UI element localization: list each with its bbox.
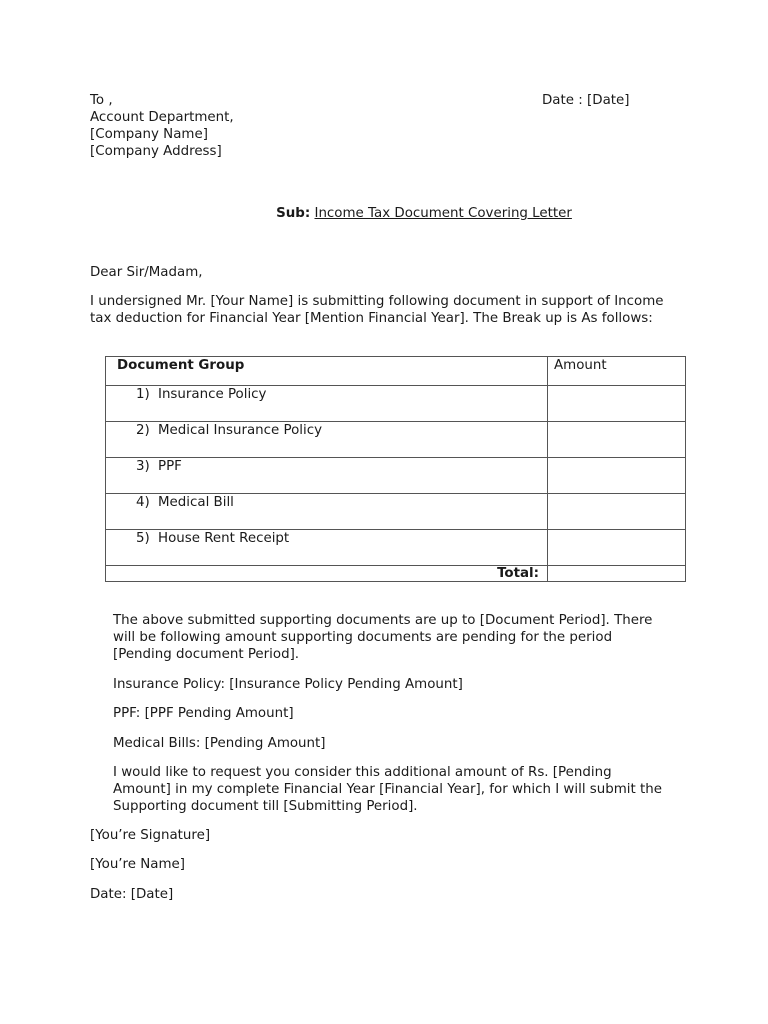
- table-total-row: [106, 566, 686, 582]
- request-paragraph: I would like to request you consider this additional amount of Rs. [Pending Amount] in my complete Financial Year [Financial Year], for which I will submit the Supporting document till [Submitting Period].: [113, 765, 663, 814]
- subject-text: Income Tax Document Covering Letter: [314, 206, 572, 221]
- row-number: 2): [136, 423, 150, 438]
- row-number: 4): [136, 495, 150, 510]
- recipient-line: [Company Address]: [90, 144, 222, 159]
- document-table: [105, 356, 686, 582]
- insurance-pending-line: Insurance Policy: [Insurance Policy Pending Amount]: [113, 677, 463, 692]
- medical-pending-line: Medical Bills: [Pending Amount]: [113, 736, 326, 751]
- table-row: [106, 494, 686, 530]
- signature-placeholder: [You’re Signature]: [90, 828, 211, 843]
- table-row: [106, 530, 686, 566]
- table-row: [106, 386, 686, 422]
- subject-line: [0, 205, 768, 222]
- pending-period-paragraph: The above submitted supporting documents are up to [Document Period]. There will be following amount supporting documents are pending for the period [Pending document Period].: [113, 613, 653, 662]
- recipient-line: [Company Name]: [90, 127, 208, 142]
- total-label: Total:: [106, 566, 548, 582]
- closing-date: Date: [Date]: [90, 887, 174, 902]
- letter-date: Date : [Date]: [542, 93, 630, 108]
- document-cell: [106, 386, 548, 422]
- recipient-line: Account Department,: [90, 110, 234, 125]
- document-label: Medical Bill: [158, 495, 234, 510]
- table-row: [106, 422, 686, 458]
- document-cell: [106, 494, 548, 530]
- table-row: [106, 458, 686, 494]
- document-label: Medical Insurance Policy: [158, 423, 323, 438]
- table-header-row: [106, 357, 686, 386]
- amount-cell: [548, 386, 686, 422]
- salutation: Dear Sir/Madam,: [90, 265, 203, 280]
- row-number: 5): [136, 531, 150, 546]
- document-label: PPF: [158, 459, 182, 474]
- document-cell: [106, 458, 548, 494]
- document-cell: [106, 530, 548, 566]
- total-value: [548, 566, 686, 582]
- to-line: To ,: [90, 93, 113, 108]
- document-cell: [106, 422, 548, 458]
- document-label: Insurance Policy: [158, 387, 267, 402]
- amount-cell: [548, 530, 686, 566]
- subject-label: Sub:: [276, 206, 311, 221]
- recipient-address: [90, 92, 234, 160]
- amount-cell: [548, 494, 686, 530]
- row-number: 3): [136, 459, 150, 474]
- document-label: House Rent Receipt: [158, 531, 290, 546]
- amount-cell: [548, 422, 686, 458]
- intro-paragraph: I undersigned Mr. [Your Name] is submitting following document in support of Income tax deduction for Financial Year [Mention Financial Year]. The Break up is As follows:: [90, 294, 664, 326]
- row-number: 1): [136, 387, 150, 402]
- name-placeholder: [You’re Name]: [90, 857, 185, 872]
- col-header-amount: Amount: [548, 357, 686, 386]
- ppf-pending-line: PPF: [PPF Pending Amount]: [113, 706, 294, 721]
- amount-cell: [548, 458, 686, 494]
- col-header-document-group: Document Group: [106, 357, 548, 386]
